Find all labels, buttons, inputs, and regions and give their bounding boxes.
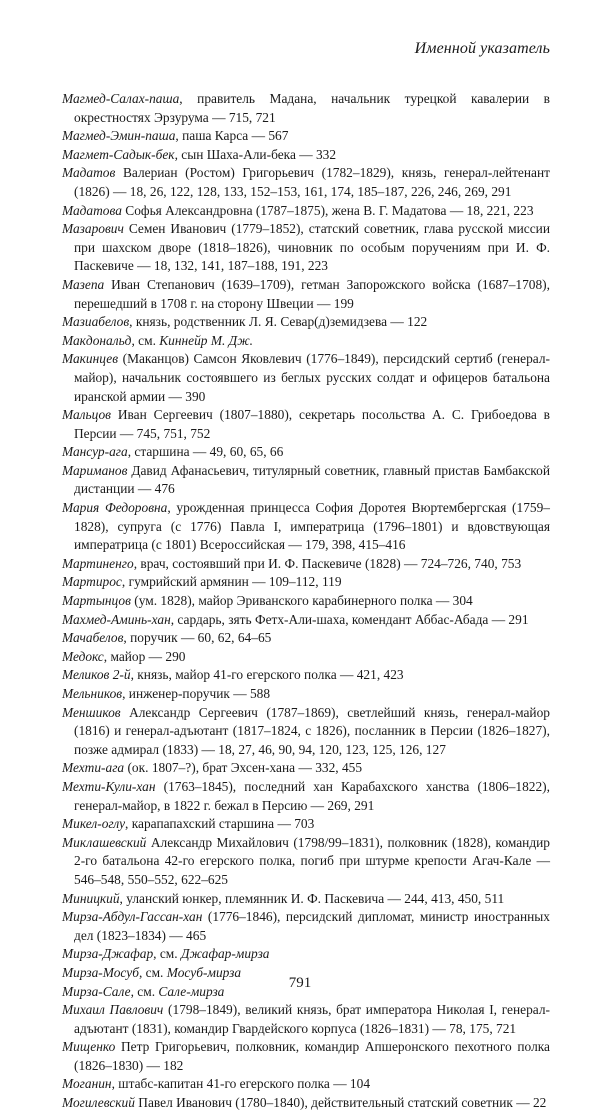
index-entries xyxy=(62,90,550,1113)
entry-cross-reference: Джафар-мирза xyxy=(180,946,270,962)
entry-term: Меншиков xyxy=(62,704,121,720)
entry-term: Мирза-Джафар xyxy=(62,946,154,962)
index-entry xyxy=(62,815,550,834)
entry-description: Александр Сергеевич (1787–1869), светлейший князь, генерал-майор (1816) и генерал-адъютант (1817–1824, с 1826), посланник в Персии (1826–1827), позже адмирал (1833) — 18, 27, 46, 90, 94, 120, 123, 125, 126, 127 xyxy=(74,704,550,757)
entry-term: Макинцев xyxy=(62,351,119,367)
index-entry xyxy=(62,127,550,146)
entry-term: Мазепа xyxy=(62,276,105,292)
entry-description: (ок. 1807–?), брат Эхсен-хана — 332, 455 xyxy=(124,760,363,776)
entry-description: , сардарь, зять Фетх-Али-шаха, комендант Аббас-Абада — 291 xyxy=(170,611,529,627)
index-entry xyxy=(62,648,550,667)
entry-term: Мария Федоровна xyxy=(62,500,168,516)
entry-description: , поручик — 60, 62, 64–65 xyxy=(123,630,272,646)
entry-description: , старшина — 49, 60, 65, 66 xyxy=(127,444,284,460)
entry-description: Валериан (Ростом) Григорьевич (1782–1829), князь, генерал-лейтенант (1826) — 18, 26, 122, 128, 133, 152–153, 161, 174, 185–187, 226, 246, 269, 291 xyxy=(74,165,550,199)
entry-description: , паша Карса — 567 xyxy=(175,128,289,144)
entry-description: Иван Степанович (1639–1709), гетман Запорожского войска (1687–1708), перешедший в 1708 г. на сторону Швеции — 199 xyxy=(74,276,550,311)
entry-term: Мадатова xyxy=(62,202,122,218)
entry-description: Софья Александровна (1787–1875), жена В. Г. Мадатова — 18, 221, 223 xyxy=(121,202,534,218)
page-number: 791 xyxy=(288,975,312,991)
entry-term: Мирза-Сале xyxy=(62,983,131,999)
entry-term: Микел-оглу xyxy=(62,816,126,832)
index-entry xyxy=(62,90,550,127)
index-entry xyxy=(62,629,550,648)
entry-cross-reference: Сале-мирза xyxy=(158,983,225,999)
entry-term: Миницкий xyxy=(62,890,120,906)
index-entry xyxy=(62,778,550,815)
entry-description: , см. xyxy=(153,946,181,962)
index-entry xyxy=(62,704,550,760)
entry-description: , майор — 290 xyxy=(103,648,186,664)
index-entry xyxy=(62,443,550,462)
index-entry xyxy=(62,406,550,443)
entry-term: Мирза-Абдул-Гассан-хан xyxy=(62,909,203,925)
entry-cross-reference: Мосуб-мирза xyxy=(166,964,242,980)
index-entry xyxy=(62,1038,550,1075)
index-entry xyxy=(62,666,550,685)
entry-description: Петр Григорьевич, полковник, командир Апшеронского пехотного полка (1826–1830) — 182 xyxy=(74,1039,550,1073)
entry-description: , см. xyxy=(130,983,159,999)
entry-description: , карапапахский старшина — 703 xyxy=(125,816,315,832)
index-entry xyxy=(62,890,550,909)
index-entry xyxy=(62,332,550,351)
entry-description: , князь, родственник Л. Я. Севар(д)земидзева — 122 xyxy=(129,314,428,330)
entry-term: Мирза-Мосуб xyxy=(62,964,139,980)
index-entry xyxy=(62,573,550,592)
entry-term: Магмет-Садык-бек xyxy=(62,146,175,162)
index-entry xyxy=(62,220,550,276)
entry-description: Семен Иванович (1779–1852), статский советник, глава русской миссии при шахском дворе (1818–1826), чиновник по особым поручениям при И. Ф. Паскевиче — 18, 132, 141, 187–188, 191, 223 xyxy=(74,221,550,274)
entry-description: , врач, состоявший при И. Ф. Паскевиче (1828) — 724–726, 740, 753 xyxy=(133,555,522,571)
entry-description: , штабс-капитан 41-го егерского полка — 104 xyxy=(111,1076,371,1092)
entry-description: Павел Иванович (1780–1840), действительный статский советник — 22 xyxy=(134,1095,547,1111)
index-entry xyxy=(62,1075,550,1094)
index-entry xyxy=(62,313,550,332)
entry-description: , урожденная принцесса София Доротея Вюртембергская (1759–1828), супруга (с 1776) Павла I, императрица (1796–1801) и вдовствующая императрица (с 1801) Всероссийская — 179, 398, 415–416 xyxy=(74,500,550,553)
entry-term: Мариманов xyxy=(62,462,128,478)
index-entry xyxy=(62,276,550,313)
index-entry xyxy=(62,945,550,964)
entry-description: Иван Сергеевич (1807–1880), секретарь посольства А. С. Грибоедова в Персии — 745, 751, 752 xyxy=(74,407,550,441)
running-head: Именной указатель xyxy=(414,40,550,57)
entry-term: Магмед-Салах-паша xyxy=(62,91,180,106)
index-entry xyxy=(62,555,550,574)
index-entry xyxy=(62,685,550,704)
entry-description: (Маканцов) Самсон Яковлевич (1776–1849), персидский сертиб (генерал-майор), начальник состоявшего из беглых русских солдат и офицеров батальона иранской армии — 390 xyxy=(74,351,550,404)
entry-description: (1763–1845), последний хан Карабахского ханства (1806–1822), генерал-майор, в 1822 г. бежал в Персию — 269, 291 xyxy=(74,778,550,813)
index-entry xyxy=(62,164,550,201)
entry-term: Магмед-Эмин-паша xyxy=(62,128,176,144)
entry-term: Мазарович xyxy=(62,221,124,237)
entry-term: Мазиабелов xyxy=(62,314,130,330)
entry-description: (ум. 1828), майор Эриванского карабинерного полка — 304 xyxy=(130,593,473,609)
entry-description: , см. xyxy=(131,332,160,348)
index-entry xyxy=(62,499,550,555)
entry-term: Михаил Павлович xyxy=(62,1002,164,1018)
index-entry xyxy=(62,202,550,221)
index-entry xyxy=(62,834,550,890)
entry-term: Мансур-ага xyxy=(62,444,128,460)
entry-term: Мачабелов xyxy=(62,630,124,646)
index-entry xyxy=(62,592,550,611)
entry-term: Махмед-Аминь-хан xyxy=(62,611,171,627)
entry-term: Мартиненго xyxy=(62,555,134,571)
entry-term: Мехти-Кули-хан xyxy=(62,778,156,794)
entry-term: Макдональд xyxy=(62,332,132,348)
index-entry xyxy=(62,146,550,165)
entry-term: Мартынцов xyxy=(62,593,131,609)
entry-description: Давид Афанасьевич, титулярный советник, главный пристав Бамбакской дистанции — 476 xyxy=(74,462,550,497)
entry-description: , правитель Мадана, начальник турецкой кавалерии в окрестностях Эрзурума — 715, 721 xyxy=(74,91,550,125)
entry-term: Мадатов xyxy=(62,165,116,181)
entry-term: Мальцов xyxy=(62,407,111,423)
entry-description: , гумрийский армянин — 109–112, 119 xyxy=(121,574,342,590)
entry-description: (1798–1849), великий князь, брат императора Николая I, генерал-адъютант (1831), командир Гвардейского корпуса (1826–1831) — 78, 175, 721 xyxy=(74,1002,550,1036)
entry-term: Мищенко xyxy=(62,1039,116,1055)
entry-description: Александр Михайлович (1798/99–1831), полковник (1828), командир 2-го батальона 42-го егерского полка, погиб при штурме крепости Агач-Кале — 546–548, 550–552, 622–625 xyxy=(74,834,550,887)
entry-term: Меликов 2-й xyxy=(62,667,131,683)
index-entry xyxy=(62,1001,550,1038)
index-entry xyxy=(62,350,550,406)
index-entry xyxy=(62,759,550,778)
entry-description: , сын Шаха-Али-бека — 332 xyxy=(174,146,337,162)
entry-description: , уланский юнкер, племянник И. Ф. Паскевича — 244, 413, 450, 511 xyxy=(119,890,505,906)
entry-description: (1776–1846), персидский дипломат, министр иностранных дел (1823–1834) — 465 xyxy=(74,909,550,943)
index-entry xyxy=(62,611,550,630)
entry-description: , князь, майор 41-го егерского полка — 421, 423 xyxy=(130,667,404,683)
entry-term: Моганин xyxy=(62,1076,112,1092)
entry-term: Мехти-ага xyxy=(62,760,125,776)
entry-term: Миклашевский xyxy=(62,834,147,850)
entry-description: , инженер-поручик — 588 xyxy=(122,686,271,701)
index-entry xyxy=(62,1094,550,1113)
entry-term: Медокс xyxy=(62,648,104,664)
entry-cross-reference: Киннейр М. Дж. xyxy=(159,332,253,348)
entry-term: Могилевский xyxy=(62,1095,135,1111)
index-entry xyxy=(62,908,550,945)
entry-term: Мельников xyxy=(62,686,123,701)
entry-term: Мартирос xyxy=(62,574,122,590)
entry-description: , см. xyxy=(138,964,167,980)
index-entry xyxy=(62,462,550,499)
